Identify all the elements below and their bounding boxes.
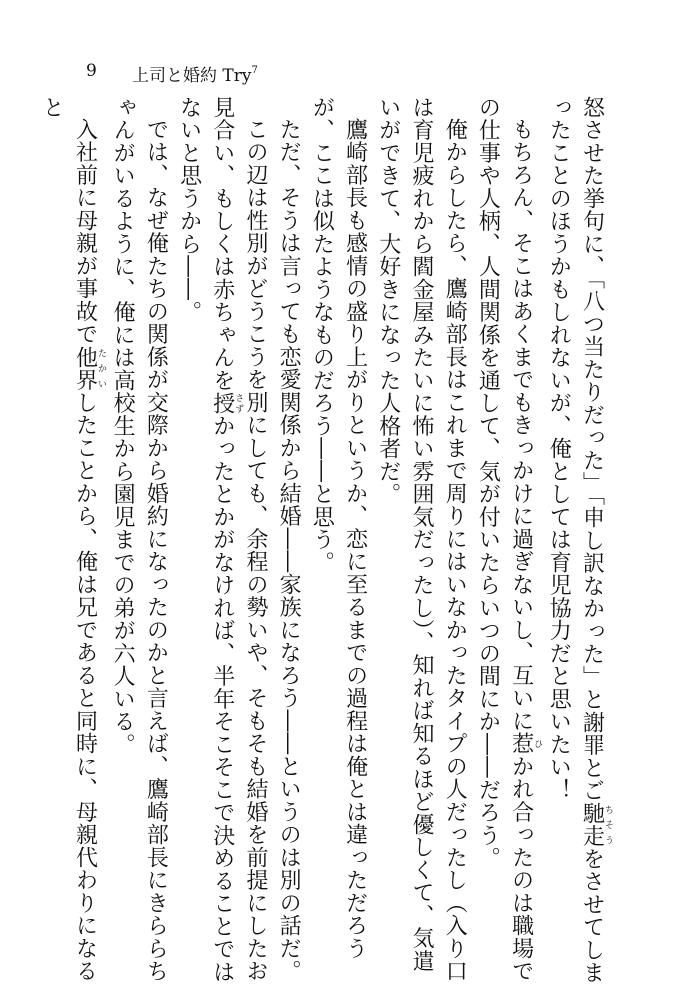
text-segment: かれ合ったのは職場での仕事や人柄、人間関係を通して、気が付いたらいつの間にか――だろう。: [475, 96, 534, 983]
ruby-annotation: [72, 345, 106, 392]
text-segment: もちろん、そこはあくまでもきっかけに過ぎないし、互いに: [508, 118, 534, 733]
ruby-reading: ちそう: [603, 802, 613, 848]
paragraph: [471, 96, 542, 986]
paragraph: [372, 96, 472, 986]
vertical-body-text: [39, 96, 613, 986]
ruby-reading: たかい: [95, 345, 106, 391]
ruby-annotation: [209, 391, 244, 415]
paragraph: [305, 96, 371, 986]
paragraph: [35, 96, 106, 986]
paragraph: [172, 96, 272, 986]
running-title: [132, 60, 258, 87]
running-title-superscript: 7: [251, 65, 258, 76]
text-segment: したことから、俺は兄であると同時に、母親代わりになると: [39, 96, 98, 983]
text-segment: をさせてしまったことのほうかもしれないが、俺としては育児協力だと思いたい！: [546, 96, 605, 984]
ruby-reading: ひ: [532, 732, 543, 755]
text-segment: 鷹崎部長も感情の盛り上がりというか、恋に至るまでの過程は俺とは違っただろうが、ここは似たようなものだろう――と思う。: [309, 96, 368, 960]
ruby-annotation: [508, 732, 543, 755]
page-number: 9: [86, 61, 97, 81]
text-segment: かったとかがなければ、半年そこそこで決めることではないと思うから――。: [176, 96, 235, 984]
running-title-text: 上司と婚約 Try: [132, 66, 252, 86]
ruby-base: 馳走: [579, 802, 605, 848]
ruby-base: 授: [209, 391, 235, 415]
ruby-annotation: [579, 802, 613, 848]
text-segment: では、なぜ俺たちの関係が交際から婚約になったのかと言えば、鷹崎部長にきららちゃんがいるように、俺には高校生から園児までの弟が六人いる。: [110, 96, 169, 983]
paragraph: [272, 96, 305, 986]
paragraph: [106, 96, 172, 986]
text-segment: この辺は性別がどうこうを別にしても、余程の勢いや、そもそも結婚を前提にしたお見合い、もしくは赤ちゃんを: [209, 96, 268, 983]
text-segment: 入社前に母親が事故で: [72, 118, 98, 346]
text-segment: ただ、そうは言っても恋愛関係から結婚――家族になろう――というのは別の話だ。: [276, 118, 302, 983]
ruby-base: 他界: [72, 345, 98, 391]
text-segment: 怒させた挙句に、「八つ当たりだった」「申し訳なかった」と謝罪とご: [579, 96, 605, 802]
text-segment: 俺からしたら、鷹崎部長はこれまで周りにはいなかったタイプの人だったし（入り口は育児疲れから閻金屋みたいに怖い雰囲気だったし）、知れば知るほど優しくて、気遣いができて、大好きになった人格者だ。: [375, 96, 468, 983]
paragraph: [542, 96, 613, 986]
ruby-base: 惹: [508, 732, 534, 755]
ruby-reading: さず: [233, 391, 244, 415]
